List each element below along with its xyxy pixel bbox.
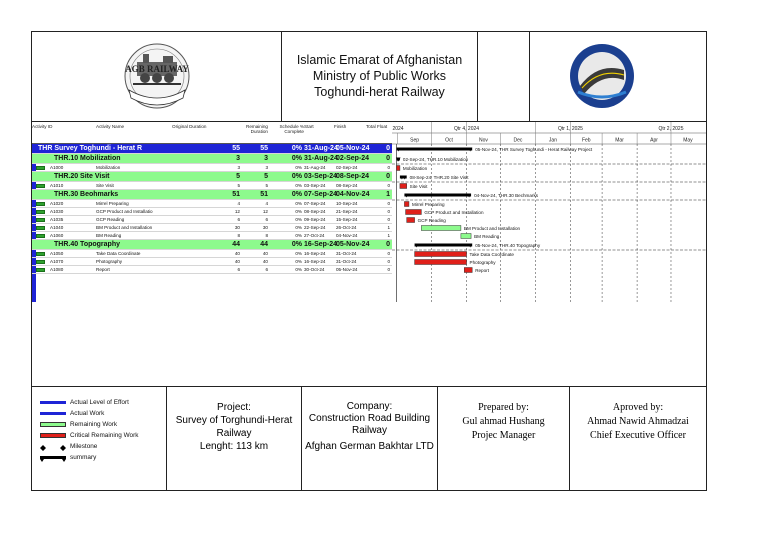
schedule-grid [32,122,706,386]
company-info [302,387,438,491]
gantt-bar-label: Photography [469,259,496,265]
cell-tf: 1 [386,191,390,198]
critical-bar [415,252,467,257]
ministry-logo [530,32,706,122]
cell-finish: 31-Oct-24 [336,259,357,264]
legend-label: Remaining Work [70,421,118,428]
month-label: Apr [650,137,658,144]
approved-role: Chief Executive Officer [590,430,686,441]
activity-row[interactable] [32,208,392,216]
gantt-bar-label: Report [475,267,489,273]
legend-swatch [40,401,66,404]
cell-name: Mirrel Preparing [96,201,129,206]
col-activity-id: Activity ID [32,124,53,129]
cell-finish: 15-Sep-24 [336,217,358,222]
approved-name: Ahmad Nawid Ahmadzai [587,416,689,427]
cell-rd: 44 [260,241,268,248]
cell-name: Take Data Coordinate [96,251,141,256]
cell-id: A1000 [50,165,64,170]
activity-row[interactable] [32,200,392,208]
gantt-bar-label: Site Visit [409,183,428,189]
agb-logo-text: AGB RAILWAY [125,64,189,74]
header-spacer [478,32,530,122]
cell-name: Site Visit [96,183,114,188]
wbs-row[interactable] [32,240,392,250]
prepared-by [438,387,570,491]
gantt-bar-label: Mirrel Preparing [411,201,445,207]
cell-id: THR.40 Topography [54,241,120,248]
activity-bar-icon [36,252,45,256]
cell-rd: 6 [265,267,268,272]
gantt-bar-label: GCP Reading [417,217,446,223]
activity-row[interactable] [32,258,392,266]
sheet-header [32,32,706,122]
cell-finish: 05-Nov-24 [336,267,358,272]
cell-start: 16-Sep-24 [304,241,338,248]
cell-finish: 02-Sep-24 [336,165,358,170]
summary-bar [415,244,473,247]
cell-od: 40 [234,259,240,264]
cell-pct: 0% [295,165,302,170]
cell-name: GCP Reading [96,217,125,222]
col-schedule-pct: Schedule % Complete [279,124,304,134]
month-label: Feb [581,137,591,144]
prepared-role: Projec Manager [471,430,536,441]
approved-by [570,387,706,491]
cell-rd: 6 [265,217,268,222]
cell-rd: 30 [262,225,268,230]
legend-item [40,430,166,441]
cell-tf: 0 [386,155,390,162]
critical-bar [406,210,422,215]
legend-label: Milestone [70,443,98,450]
col-start: Start [304,124,314,129]
cell-start: 07-Sep-24 [304,191,338,198]
cell-pct: 0% [295,209,302,214]
cell-pct: 0% [295,233,302,238]
approved-label: Aproved by: [612,402,664,413]
gantt-bar-label: BM Product and Installation [463,225,521,231]
activity-bar-icon [36,268,45,272]
col-original-duration: Original Duration [172,124,207,129]
cell-tf: 0 [387,217,390,222]
cell-od: 5 [237,183,240,188]
critical-bar [397,166,400,171]
timescale-label: Qtr 1, 2025 [557,126,583,132]
cell-start: 16-Sep-24 [304,259,326,264]
cell-tf: 0 [387,165,390,170]
cell-tf: 0 [387,251,390,256]
cell-name: BM Reading [96,233,122,238]
title-line-3: Toghundi-herat Railway [314,85,445,99]
activity-bar-icon [36,166,45,170]
month-label: Mar [615,137,624,144]
legend-item [40,441,166,452]
gantt-bar-label: 08-Sep-24, THR.20 Site Visit [409,174,469,180]
activity-row[interactable] [32,250,392,258]
cell-start: 30-Oct-24 [304,267,325,272]
cell-id: A1030 [50,209,64,214]
cell-rd: 40 [262,251,268,256]
company-line-2: Afghan German Bakhtar LTD [305,441,434,452]
footer-block [32,386,706,490]
cell-id: A1010 [50,183,64,188]
cell-tf: 0 [387,209,390,214]
cell-pct: 0% [295,225,302,230]
activity-row[interactable] [32,224,392,232]
legend-label: Actual Work [70,410,105,417]
legend-label: Critical Remaining Work [70,432,139,439]
cell-finish: 10-Sep-24 [336,201,358,206]
gantt-bar-label: 05-Nov-24, THR Survey Toghundi - Herat Railway Project [475,146,593,152]
critical-bar [407,218,415,223]
legend-item [40,419,166,430]
cell-od: 4 [237,201,240,206]
cell-pct: 0% [291,191,302,198]
cell-start: 27-Oct-24 [304,233,325,238]
project-name: Survey of Torghundi-Herat Railway [175,415,293,439]
timescale-label: Qtr 4, 2024 [454,126,480,132]
cell-tf: 0 [387,183,390,188]
cell-pct: 0% [295,251,302,256]
legend-swatch [40,433,66,438]
gantt-bar-label: Take Data Coordinate [469,251,514,257]
col-total-float: Total Float [366,124,388,129]
col-activity-name: Activity Name [96,124,125,129]
cell-pct: 0% [295,267,302,272]
cell-finish: 02-Sep-24 [336,155,370,162]
cell-tf: 1 [387,225,390,230]
cell-start: 08-Sep-24 [304,209,326,214]
cell-rd: 40 [262,259,268,264]
activity-row[interactable] [32,232,392,240]
cell-od: 6 [237,267,240,272]
gantt-bar-label: 02-Sep-24, THR.10 Mobilization [402,156,469,162]
activity-bar-icon [36,226,45,230]
cell-id: THR.10 Mobilization [54,155,121,162]
legend-label: Actual Level of Effort [70,399,129,406]
timescale-label: Qtr 2, 2025 [658,126,684,132]
col-finish: Finish [334,124,347,129]
cell-pct: 0% [291,145,302,152]
legend [32,387,167,491]
month-label: Oct [445,137,453,144]
activity-bar-icon [36,234,45,238]
activity-bar-icon [36,202,45,206]
month-label: Sep [410,137,420,144]
gantt-bar-label: GCP Product and Installation [424,209,484,215]
cell-id: A1080 [50,267,64,272]
cell-od: 44 [232,241,240,248]
cell-finish: 04-Nov-24 [336,233,358,238]
title-line-1: Islamic Emarat of Afghanistan [296,53,463,67]
cell-finish: 04-Nov-24 [336,191,370,198]
cell-rd: 4 [265,201,268,206]
cell-finish: 05-Nov-24 [336,241,370,248]
prepared-label: Prepared by: [478,402,529,413]
cell-start: 07-Sep-24 [304,201,326,206]
legend-swatch [40,455,66,461]
cell-start: 03-Sep-24 [304,183,326,188]
project-label: Project: [217,402,251,413]
cell-start: 31-Aug-24 [304,145,338,152]
cell-id: A1070 [50,259,64,264]
project-info [167,387,302,491]
summary-bar [404,194,471,197]
cell-start: 09-Sep-24 [304,217,326,222]
activity-row[interactable] [32,182,392,190]
activity-bar-icon [36,218,45,222]
cell-name: GCP Product and Installatio [96,209,153,214]
critical-bar [400,184,407,189]
legend-swatch [40,444,66,450]
column-header-row [32,122,392,144]
cell-id: A1020 [50,201,64,206]
cell-id: A1035 [50,217,64,222]
cell-rd: 8 [265,233,268,238]
cell-finish: 21-Sep-24 [336,209,358,214]
cell-pct: 0% [295,183,302,188]
legend-item [40,397,166,408]
legend-item [40,452,166,463]
cell-od: 40 [234,251,240,256]
cell-start: 16-Sep-24 [304,251,326,256]
cell-pct: 0% [295,259,302,264]
cell-pct: 0% [291,173,302,180]
prepared-name: Gul ahmad Hushang [462,416,545,427]
cell-start: 31-Aug-24 [304,165,326,170]
cell-od: 12 [234,209,240,214]
cell-tf: 0 [387,201,390,206]
project-length: Lenght: 113 km [199,441,269,452]
remaining-bar [421,226,461,231]
title-line-2: Ministry of Public Works [312,69,447,83]
legend-label: summary [70,454,97,461]
cell-pct: 0% [295,201,302,206]
activity-bar-icon [36,260,45,264]
cell-rd: 12 [262,209,268,214]
cell-finish: 05-Nov-24 [336,145,370,152]
cell-name: Photography [96,259,123,264]
wbs-row[interactable] [32,172,392,182]
cell-finish: 31-Oct-24 [336,251,357,256]
cell-rd: 5 [264,173,268,180]
cell-od: 3 [236,155,240,162]
cell-rd: 3 [264,155,268,162]
cell-start: 31-Aug-24 [304,155,338,162]
activity-bar-icon [36,210,45,214]
legend-item [40,408,166,419]
company-line-1: Construction Road Building Railway [308,413,431,436]
legend-swatch [40,412,66,415]
col-remaining-duration: Remaining Duration [246,124,268,134]
title-block [282,32,478,122]
cell-pct: 0% [291,241,302,248]
wbs-row[interactable] [32,190,392,200]
cell-finish: 08-Sep-24 [336,183,358,188]
cell-tf: 0 [386,173,390,180]
cell-rd: 55 [260,145,268,152]
cell-name: BM Product and Installation [96,225,153,230]
month-label: Jan [548,137,557,144]
cell-finish: 08-Sep-24 [336,173,370,180]
cell-od: 8 [237,233,240,238]
cell-od: 55 [232,145,240,152]
activity-row[interactable] [32,216,392,224]
gantt-chart [392,122,706,386]
activity-row[interactable] [32,266,392,274]
cell-od: 6 [237,217,240,222]
gantt-bar-label: 04-Nov-24, THR.30 Bechmarks [474,192,539,198]
cell-id: THR Survey Toghundi - Herat R [38,145,143,152]
month-label: Dec [513,137,523,144]
activity-row[interactable] [32,164,392,172]
agb-railway-logo [32,32,282,122]
gantt-bar-label: BM Reading [474,233,500,239]
cell-tf: 0 [386,145,390,152]
cell-id: THR.20 Site Visit [54,173,110,180]
month-label: May [683,137,693,144]
schedule-sheet [31,31,707,491]
legend-swatch [40,422,66,427]
cell-pct: 0% [295,217,302,222]
cell-pct: 0% [291,155,302,162]
company-label: Company: [346,401,393,412]
cell-od: 30 [234,225,240,230]
critical-bar [464,268,472,273]
critical-bar [415,260,467,265]
month-label: Nov [479,137,488,144]
cell-id: A1060 [50,233,64,238]
cell-name: Report [96,267,110,272]
cell-id: A1050 [50,251,64,256]
cell-id: THR.30 Beohmarks [54,191,119,198]
cell-id: A1040 [50,225,64,230]
cell-tf: 1 [387,233,390,238]
cell-rd: 51 [260,191,268,198]
cell-start: 22-Sep-24 [304,225,326,230]
project-row[interactable] [32,144,392,154]
cell-od: 5 [236,173,240,180]
cell-tf: 0 [386,241,390,248]
critical-bar [404,202,409,207]
cell-tf: 0 [387,259,390,264]
cell-od: 51 [232,191,240,198]
gantt-bar-label: 05-Nov-24, THR.40 Topography [475,242,541,248]
timescale-label: 2024 [392,126,404,132]
activity-bar-icon [36,184,45,188]
cell-start: 03-Sep-24 [304,173,338,180]
cell-rd: 3 [265,165,268,170]
cell-rd: 5 [265,183,268,188]
cell-tf: 0 [387,267,390,272]
cell-name: Mobilization [96,165,121,170]
remaining-bar [461,234,471,239]
cell-od: 3 [237,165,240,170]
wbs-row[interactable] [32,154,392,164]
gantt-bar-label: Mobilization [402,165,428,171]
cell-finish: 26-Oct-24 [336,225,357,230]
summary-bar [397,148,473,151]
